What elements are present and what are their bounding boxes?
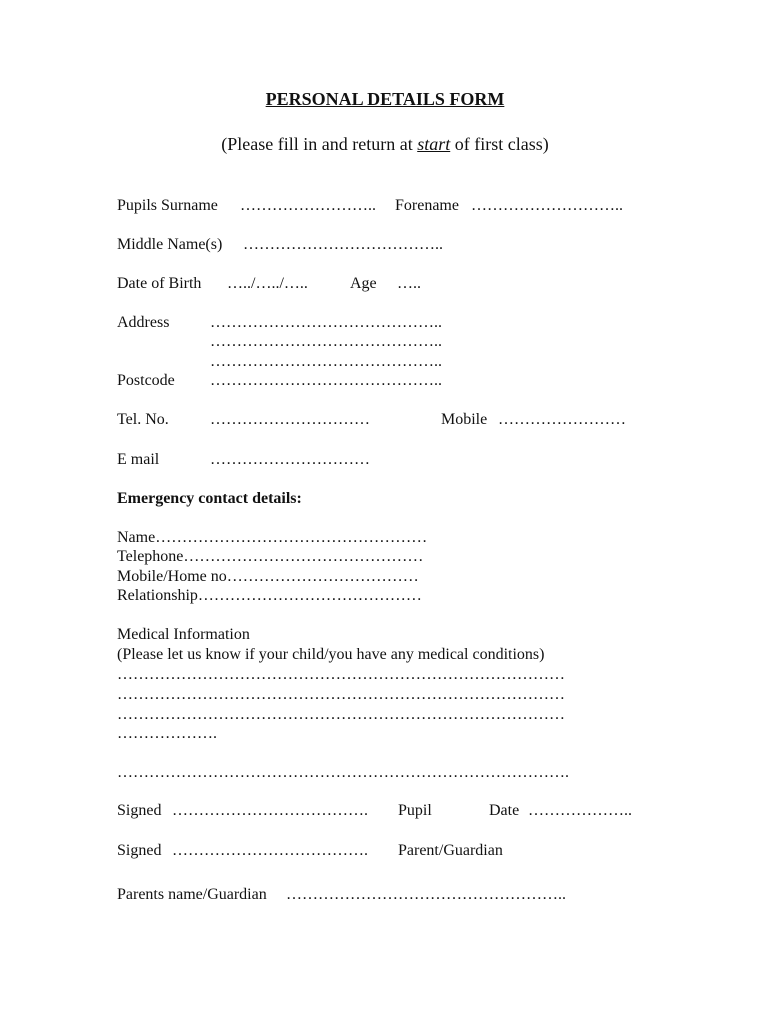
page-subtitle <box>0 135 770 154</box>
emergency-relationship-field[interactable]: Relationship…………………………………… <box>117 587 422 604</box>
postcode-label: Postcode <box>117 372 175 389</box>
signed-pupil-label: Signed <box>117 802 162 819</box>
postcode-field[interactable]: …………………………………….. <box>210 372 442 389</box>
middle-name-field[interactable]: ……………………………….. <box>243 236 443 253</box>
date-label: Date <box>489 802 520 819</box>
address-line-3[interactable]: …………………………………….. <box>210 353 442 370</box>
dob-field[interactable]: …../…../….. <box>227 275 308 292</box>
subtitle-before: (Please fill in and return at <box>221 134 418 154</box>
address-line-2[interactable]: …………………………………….. <box>210 333 442 350</box>
parent-guardian-word: Parent/Guardian <box>398 842 503 859</box>
forename-field[interactable]: ……………………….. <box>471 197 623 214</box>
signed-pupil-field[interactable]: ………………………………. <box>172 802 368 819</box>
age-field[interactable]: ….. <box>397 275 421 292</box>
mobile-label: Mobile <box>441 411 488 428</box>
emergency-mobile-field[interactable]: Mobile/Home no……………………………… <box>117 568 419 585</box>
forename-label: Forename <box>395 197 459 214</box>
tel-label: Tel. No. <box>117 411 169 428</box>
surname-field[interactable]: …………………….. <box>240 197 376 214</box>
email-label: E mail <box>117 451 160 468</box>
medical-line-4[interactable]: ………………. <box>117 725 217 742</box>
dob-label: Date of Birth <box>117 275 202 292</box>
address-label: Address <box>117 314 170 331</box>
medical-heading: Medical Information <box>117 626 250 643</box>
medical-line-3[interactable]: ………………………………………………………………………… <box>117 706 565 723</box>
signed-parent-field[interactable]: ………………………………. <box>172 842 368 859</box>
date-field[interactable]: ……………….. <box>528 802 632 819</box>
page-title: PERSONAL DETAILS FORM <box>265 89 505 109</box>
tel-field[interactable]: ………………………… <box>210 411 370 428</box>
email-field[interactable]: ………………………… <box>210 451 370 468</box>
age-label: Age <box>350 275 377 292</box>
medical-line-5[interactable]: …………………………………………………………………………. <box>117 764 569 781</box>
medical-note: (Please let us know if your child/you have any medical conditions) <box>117 646 545 663</box>
address-line-1[interactable]: …………………………………….. <box>210 314 442 331</box>
parents-name-field[interactable]: …………………………………………….. <box>286 886 566 903</box>
parents-name-label: Parents name/Guardian <box>117 886 267 903</box>
emergency-name-field[interactable]: Name…………………………………………… <box>117 529 428 546</box>
emergency-telephone-field[interactable]: Telephone……………………………………… <box>117 548 424 565</box>
signed-parent-label: Signed <box>117 842 162 859</box>
subtitle-after: of first class) <box>450 134 549 154</box>
medical-line-1[interactable]: ………………………………………………………………………… <box>117 666 565 683</box>
middle-name-label: Middle Name(s) <box>117 236 223 253</box>
medical-line-2[interactable]: ………………………………………………………………………… <box>117 686 565 703</box>
surname-label: Pupils Surname <box>117 197 218 214</box>
mobile-field[interactable]: …………………… <box>498 411 626 428</box>
subtitle-emphasis: start <box>417 134 451 154</box>
emergency-heading: Emergency contact details: <box>117 490 302 507</box>
pupil-word: Pupil <box>398 802 432 819</box>
